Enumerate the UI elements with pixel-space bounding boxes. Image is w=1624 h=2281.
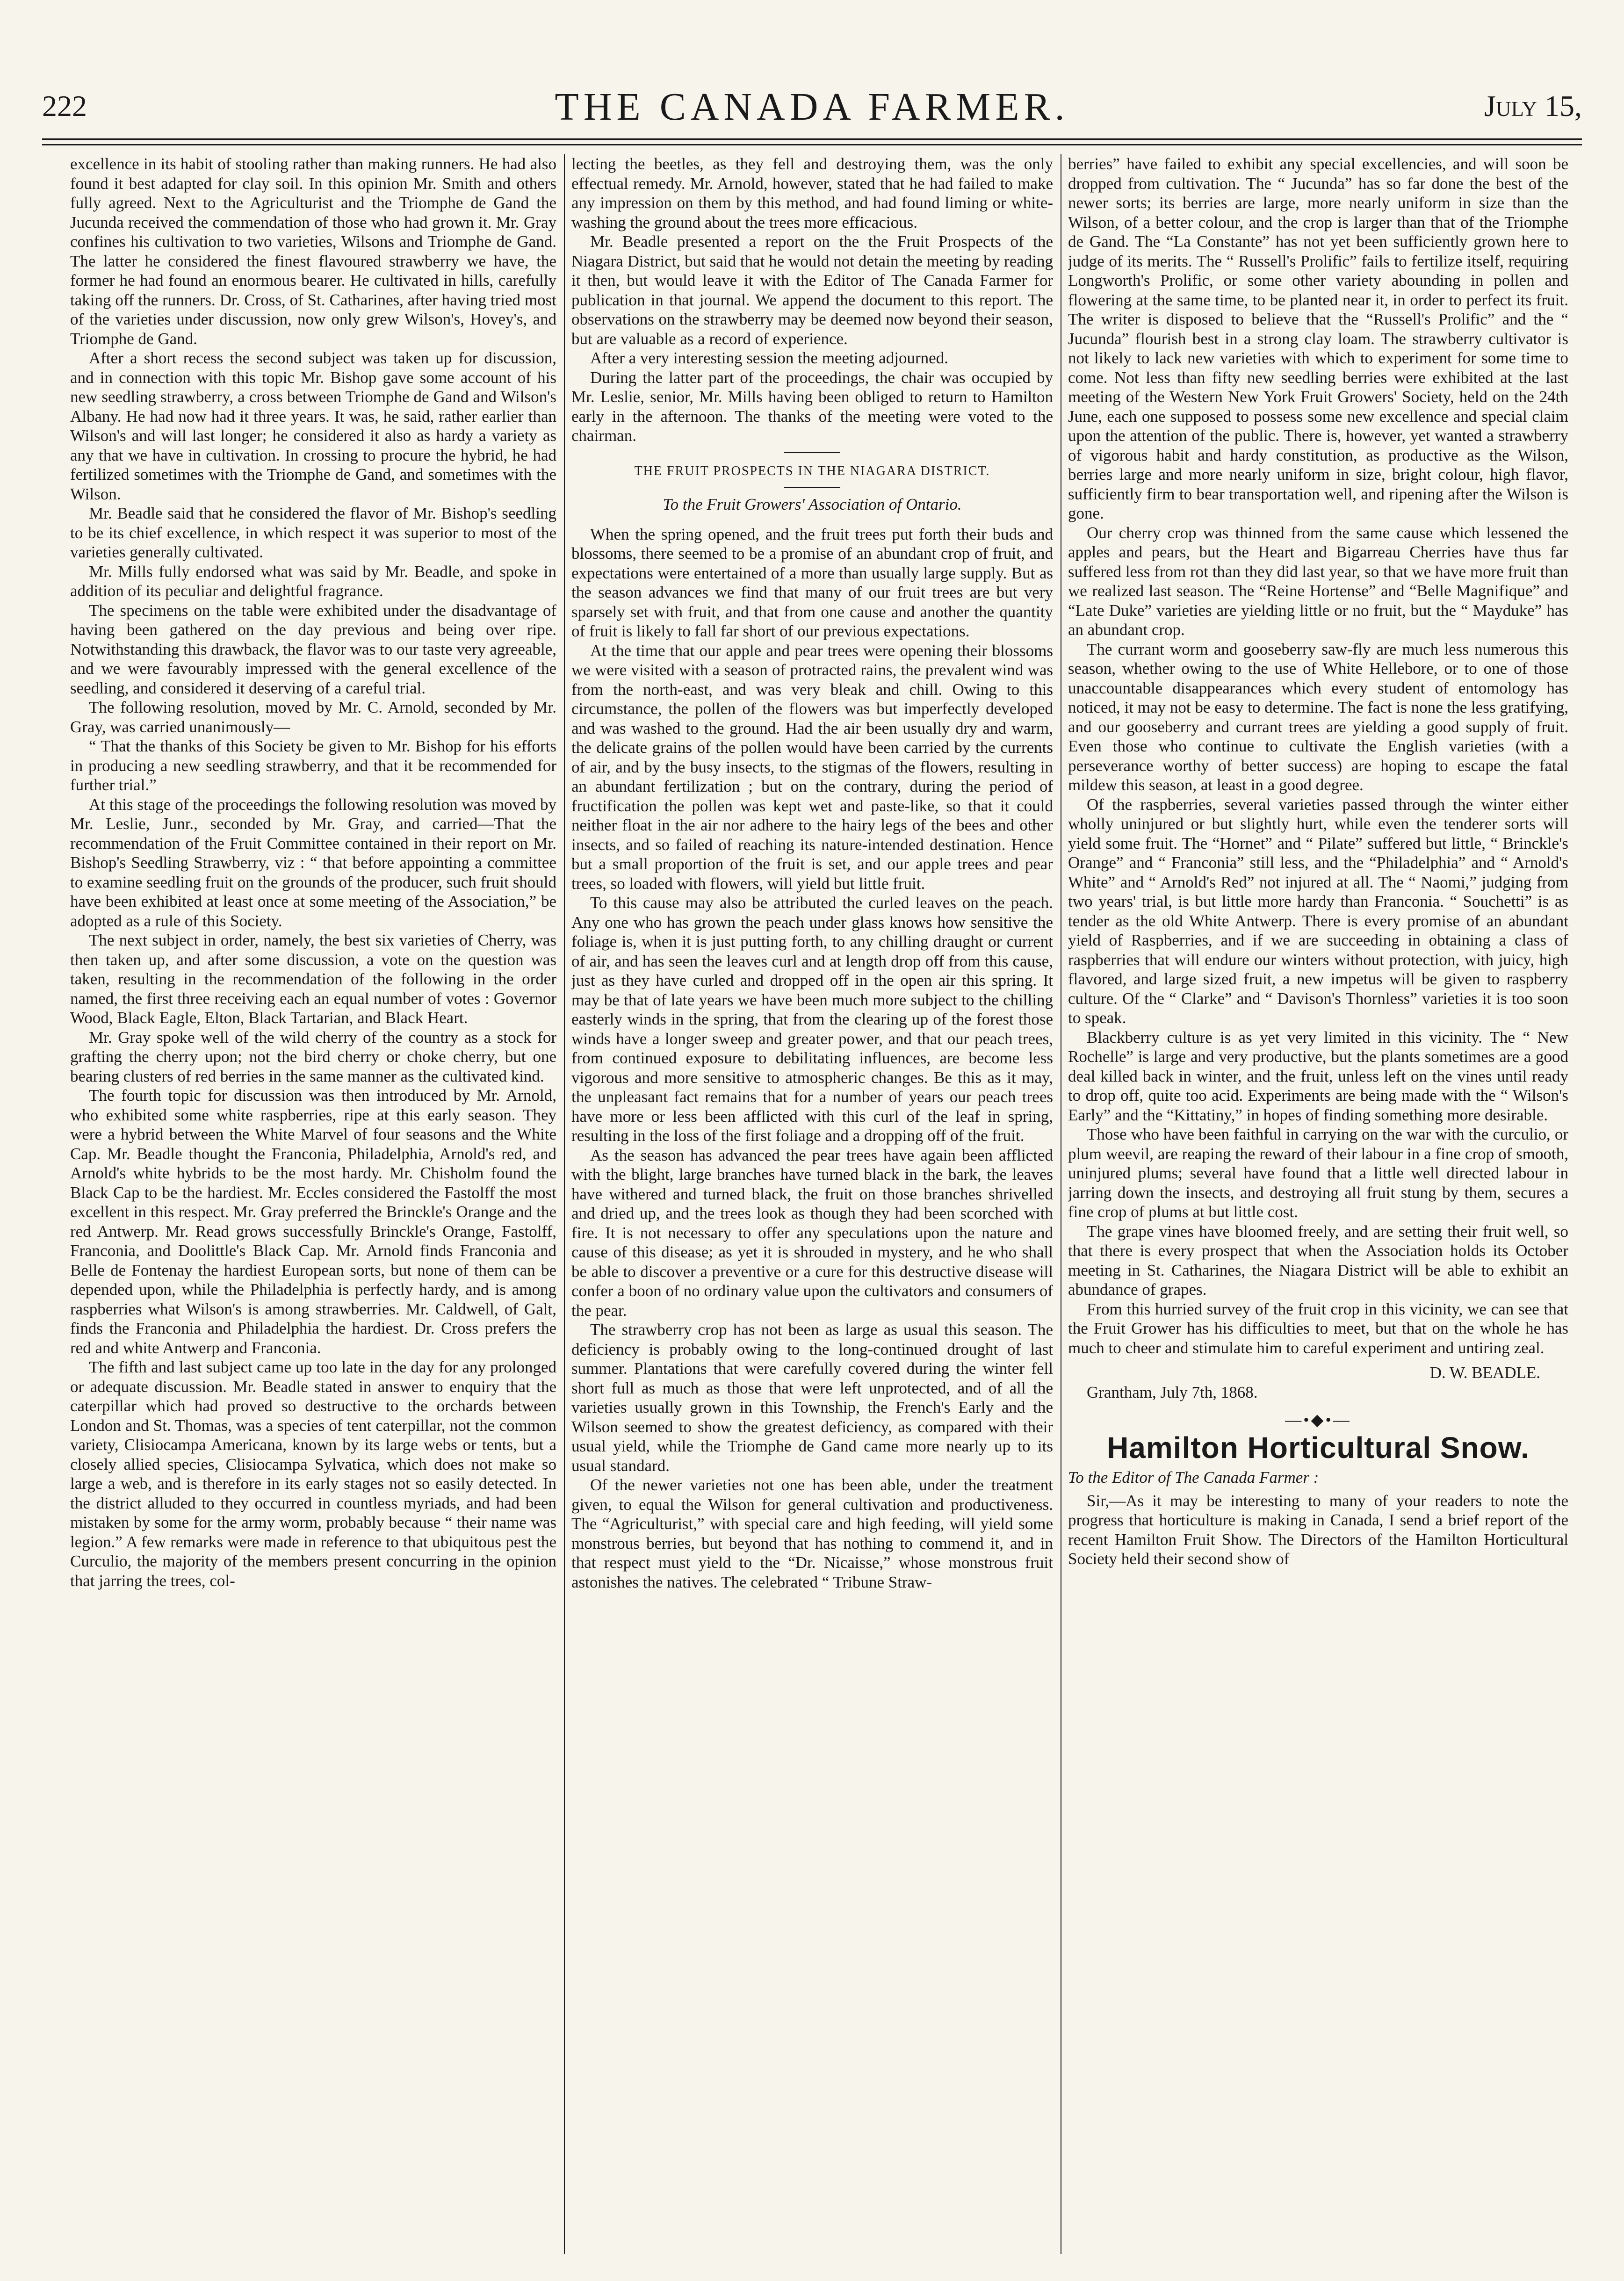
- section-rule: [784, 452, 840, 453]
- paragraph: “ That the thanks of this Society be given to Mr. Bishop for his efforts in producing a new seedling strawberry, and that it be recommended for further trial.”: [70, 737, 556, 794]
- section-rule: [784, 487, 840, 488]
- paragraph: excellence in its habit of stooling rather than making runners. He had also found it best adapted for clay soil. In this opinion Mr. Smith and others fully agreed. Next to the Agriculturist and the Triomphe de Gand the Jucunda received the commendation of those who had grown it. Mr. Gray confines his cultivation to two varieties, Wilsons and Triomphe de Gand. The latter he considered the finest flavoured strawberry we have, the former he had found an enormous bearer. He cultivated in hills, carefully taking off the runners. Dr. Cross, of St. Catharines, after having tried most of the varieties under discussion, now only grew Wilson's, Hovey's, and Triomphe de Gand.: [70, 155, 556, 348]
- paragraph: Sir,—As it may be interesting to many of your readers to note the progress that horticulture is making in Canada, I send a brief report of the recent Hamilton Fruit Show. The Directors of the Hamilton Horticultural Society held their second show of: [1068, 1491, 1568, 1568]
- paragraph: Of the newer varieties not one has been able, under the treatment given, to equal the Wilson for general cultivation and productiveness. The “Agriculturist,” with special care and high feeding, will yield some monstrous berries, but beyond that has nothing to commend it, and in that respect must yield to the “Dr. Nicaisse,” whose monstrous fruit astonishes the natives. The celebrated “ Tribune Straw-: [571, 1476, 1053, 1591]
- column-2: [571, 154, 1053, 2254]
- paragraph: Blackberry culture is as yet very limited in this vicinity. The “ New Rochelle” is large and very productive, but the plants sometimes are a good deal killed back in winter, and the fruit, unless left on the vines until ready to drop off, quite too acid. Experiments are being made with the “ Wilson's Early” and the “Kittatiny,” in hopes of finding something more desirable.: [1068, 1028, 1568, 1124]
- paragraph: Mr. Mills fully endorsed what was said by Mr. Beadle, and spoke in addition of its peculiar and delightful fragrance.: [70, 562, 556, 600]
- paragraph: The fifth and last subject came up too late in the day for any prolonged or adequate discussion. Mr. Beadle stated in answer to enquiry that the caterpillar which had proved so destructive to the orchards between London and St. Thomas, was a species of tent caterpillar, not the common variety, Clisiocampa Americana, known by its large webs or tents, but a closely allied species, Clisiocampa Sylvatica, which does not make so large a web, and is therefore in its early stages not so easily detected. In the district alluded to they occurred in countless myriads, and had been mistaken by some for the army worm, probably because “ their name was legion.” A few remarks were made in reference to that ubiquitous pest the Curculio, the majority of the members present concurring in the opinion that jarring the trees, col-: [70, 1358, 556, 1590]
- paragraph: The following resolution, moved by Mr. C. Arnold, seconded by Mr. Gray, was carried unanimously—: [70, 698, 556, 736]
- paragraph: During the latter part of the proceedings, the chair was occupied by Mr. Leslie, senior, Mr. Mills having been obliged to return to Hamilton early in the afternoon. The thanks of the meeting were voted to the chairman.: [571, 368, 1053, 445]
- paragraph: The strawberry crop has not been as large as usual this season. The deficiency is probably owing to the long-continued drought of last summer. Plantations that were carefully covered during the winter fell short full as much as those that were left unprotected, and of all the varieties usually grown in this Township, the French's Early and the Wilson seemed to show the greatest deficiency, as compared with their usual yield, while the Triomphe de Gand came more nearly up to its usual standard.: [571, 1321, 1053, 1475]
- dateline: Grantham, July 7th, 1868.: [1087, 1383, 1258, 1401]
- ornament-divider: —•◆•—: [1285, 1411, 1351, 1429]
- column-divider: [564, 154, 565, 2254]
- paragraph: As the season has advanced the pear trees have again been afflicted with the blight, large branches have turned black in the bark, the leaves have withered and turned black, the fruit on those branches shrivelled and dried up, and the trees look as though they had been scorched with fire. It is not necessary to offer any speculations upon the nature and cause of this disease; as yet it is shrouded in mystery, and he who shall be able to discover a preventive or a cure for this destructive disease will confer a boon of no ordinary value upon the cultivators and consumers of the pear.: [571, 1146, 1053, 1320]
- header-rule: [42, 138, 1582, 140]
- column-3: [1068, 154, 1568, 2254]
- author-signature: D. W. BEADLE.: [1429, 1364, 1540, 1382]
- paragraph: berries” have failed to exhibit any special excellencies, and will soon be dropped from cultivation. The “ Jucunda” has so far done the best of the newer sorts; its berries are large, more nearly uniform in size than the Wilson, of a better colour, and the crop is larger than that of the Triomphe de Gand. The “La Constante” has not yet been sufficiently grown here to judge of its merits. The “ Russell's Prolific” fails to fertilize itself, requiring Longworth's Prolific, or some other variety abounding in pollen and flowering at the same time, to be planted near it, in order to perfect its fruit. The writer is disposed to believe that the “Russell's Prolific” and the “ Jucunda” flourish best in a strong clay loam. The strawberry cultivator is not likely to lack new varieties with which to experiment for some time to come. Not less than fifty new seedling berries were exhibited at the last meeting of the Western New York Fruit Growers' Society, held on the 24th June, each one supposed to possess some new excellence and special claim upon the attention of the public. There is, however, yet wanted a strawberry of vigorous habit and hardy constitution, as productive as the Wilson, berries large and more nearly uniform in size, bright colour, high flavor, sufficiently firm to bear transportation well, and ripening after the Wilson is gone.: [1068, 155, 1568, 522]
- paragraph: Mr. Beadle presented a report on the the Fruit Prospects of the Niagara District, but said that he would not detain the meeting by reading it then, but would leave it with the Editor of The Canada Farmer for publication in that journal. We append the document to this report. The observations on the strawberry may be deemed now beyond their season, but are valuable as a record of experience.: [571, 232, 1053, 348]
- masthead: [42, 84, 1582, 136]
- publication-title: THE CANADA FARMER.: [555, 85, 1069, 129]
- paragraph: From this hurried survey of the fruit crop in this vicinity, we can see that the Fruit Grower has his difficulties to meet, but that on the whole he has much to cheer and stimulate him to careful experiment and untiring zeal.: [1068, 1299, 1568, 1357]
- paragraph: To this cause may also be attributed the curled leaves on the peach. Any one who has grown the peach under glass knows how sensitive the foliage is, when it is just putting forth, to any chilling draught or current of air, and has seen the leaves curl and at length drop off from this cause, just as they have curled and dropped off in the open air this spring. It may be that of late years we have been much more subject to the chilling easterly winds in the spring, that from the clearing up of the forest those winds have a longer sweep and greater power, and that our peach trees, from continued exposure to debilitating influences, are become less vigorous and more sensitive to atmospheric changes. Be this as it may, the unpleasant fact remains that for a number of years our peach trees have more or less been afflicted with this curl of the leaf in spring, resulting in the loss of the first foliage and a dropping off of the fruit.: [571, 894, 1053, 1145]
- paragraph: Those who have been faithful in carrying on the war with the curculio, or plum weevil, are reaping the reward of their labour in a fine crop of smooth, uninjured plums; several have found that a little well directed labour in jarring down the insects, and destroying all fruit stung by them, secures a fine crop of plums at but little cost.: [1068, 1125, 1568, 1221]
- paragraph: At this stage of the proceedings the following resolution was moved by Mr. Leslie, Junr., seconded by Mr. Gray, and carried—That the recommendation of the Fruit Committee contained in their report on Mr. Bishop's Seedling Strawberry, viz : “ that before appointing a committee to examine seedling fruit on the grounds of the producer, such fruit should have been exhibited at least once at some meeting of the Association,” be adopted as a rule of this Society.: [70, 795, 556, 930]
- paragraph: When the spring opened, and the fruit trees put forth their buds and blossoms, there seemed to be a promise of an abundant crop of fruit, and expectations were entertained of a more than usually large supply. But as the season advances we find that many of our fruit trees are but very sparsely set with fruit, and that from one cause and another the quantity of fruit is likely to fall far short of our previous expectations.: [571, 525, 1053, 640]
- column-1: [70, 154, 556, 2254]
- paragraph: The next subject in order, namely, the best six varieties of Cherry, was then taken up, and after some discussion, a vote on the question was taken, resulting in the recommendation of the following in the order named, the first three receiving each an equal number of votes : Governor Wood, Black Eagle, Elton, Black Tartarian, and Black Heart.: [70, 931, 556, 1027]
- header-rule-secondary: [42, 144, 1582, 145]
- paragraph: The currant worm and gooseberry saw-fly are much less numerous this season, whether owing to the use of White Hellebore, or to one of those unaccountable disappearances which every student of entomology has noticed, it may not be easy to determine. The fact is none the less gratifying, and our gooseberry and currant trees are yielding a good supply of fruit. Even those who continue to cultivate the English varieties (with a perseverance worthy of better success) are hoping to escape the fatal mildew this season, at least in a good degree.: [1068, 640, 1568, 794]
- paragraph: Of the raspberries, several varieties passed through the winter either wholly uninjured or but slightly hurt, while even the tenderer sorts will yield some fruit. The “Hornet” and “ Pilate” suffered but little, “ Brinckle's Orange” and “ Franconia” still less, and the “Philadelphia” and “ Arnold's White” and “ Arnold's Red” not injured at all. The “ Naomi,” judging from two years' trial, is but little more hardy than Franconia. “ Souchetti” is as tender as the old White Antwerp. There is every promise of an abundant yield of Raspberries, and if we are succeeding in obtaining a class of raspberries that will endure our winters without protection, with juicy, high flavored, and large sized fruit, a new impetus will be given to raspberry culture. Of the “ Clarke” and “ Davison's Thornless” varieties it is too soon to speak.: [1068, 795, 1568, 1027]
- paragraph: The specimens on the table were exhibited under the disadvantage of having been gathered on the day previous and being over ripe. Notwithstanding this drawback, the flavor was to our taste very agreeable, and we were favourably impressed with the general excellence of the seedling, and considered it deserving of a careful trial.: [70, 601, 556, 697]
- paragraph: After a very interesting session the meeting adjourned.: [590, 349, 948, 367]
- paragraph: After a short recess the second subject was taken up for discussion, and in connection with this topic Mr. Bishop gave some account of his new seedling strawberry, a cross between Triomphe de Gand and Wilson's Albany. He had now had it three years. It was, he said, rather earlier than Wilson's and will last longer; he considered it also as hardy a variety as any that we have in cultivation. In crossing to procure the hybrid, he had fertilized sometimes with the Triomphe de Gand, and sometimes with the Wilson.: [70, 349, 556, 503]
- article-headline: Hamilton Horticultural Snow.: [1107, 1430, 1530, 1465]
- section-heading: THE FRUIT PROSPECTS IN THE NIAGARA DISTRICT.: [634, 463, 990, 478]
- salutation: To the Editor of The Canada Farmer :: [1068, 1468, 1319, 1487]
- paragraph: Mr. Beadle said that he considered the flavor of Mr. Bishop's seedling to be its chief excellence, in which respect it was superior to most of the varieties generally cultivated.: [70, 504, 556, 561]
- paragraph: At the time that our apple and pear trees were opening their blossoms we were visited with a season of protracted rains, the prevalent wind was from the north-east, and was very bleak and chill. Owing to this circumstance, the pollen of the flowers was but imperfectly developed and was washed to the ground. Had the air been usually dry and warm, the delicate grains of the pollen would have been carried by the currents of air, and by the busy insects, to the stigmas of the flowers, resulting in an abundant fertilization ; but on the contrary, during the period of fructification the pollen was kept wet and paste-like, so that it could neither float in the air nor adhere to the hairy legs of the bees and other insects, and so failed of reaching its nature-intended destination. Hence but a small proportion of the fruit is set, and our apple trees and pear trees, so loaded with flowers, will yield but little fruit.: [571, 641, 1053, 893]
- section-subheading: To the Fruit Growers' Association of Ontario.: [663, 495, 962, 513]
- page-number: 222: [42, 89, 87, 123]
- paragraph: Our cherry crop was thinned from the same cause which lessened the apples and pears, but the Heart and Bigarreau Cherries have thus far suffered less from rot than they did last year, so that we have more fruit than we realized last season. The “Reine Hortense” and “Belle Magnifique” and “Late Duke” varieties are yielding little or no fruit, but the “ Mayduke” has an abundant crop.: [1068, 523, 1568, 639]
- paragraph: Mr. Gray spoke well of the wild cherry of the country as a stock for grafting the cherry upon; not the bird cherry or choke cherry, but one bearing clusters of red berries in the same manner as the cultivated kind.: [70, 1028, 556, 1085]
- paragraph: The fourth topic for discussion was then introduced by Mr. Arnold, who exhibited some white raspberries, ripe at this early season. They were a hybrid between the White Marvel of four seasons and the White Cap. Mr. Beadle thought the Franconia, Philadelphia, Arnold's red, and Arnold's white hybrids to be the most hardy. Mr. Chisholm found the Black Cap to be the hardiest. Mr. Eccles considered the Fastolff the most excellent in this respect. Mr. Gray preferred the Brinckle's Orange and the red Antwerp. Mr. Read grows successfully Brinckle's Orange, Fastolff, Franconia, and Doolittle's Black Cap. Mr. Arnold finds Franconia and Belle de Fontenay the hardiest European sorts, but none of them can be depended upon, while the Philadelphia is perfectly hardy, and is among raspberries what Wilson's is among strawberries. Mr. Caldwell, of Galt, finds the Franconia and Philadelphia the hardiest. Dr. Cross prefers the red and white Antwerp and Franconia.: [70, 1086, 556, 1357]
- paragraph: lecting the beetles, as they fell and destroying them, was the only effectual remedy. Mr. Arnold, however, stated that he had failed to make any impression on them by this method, and had found liming or white-washing the ground about the trees more efficacious.: [571, 155, 1053, 231]
- issue-date: July 15,: [1484, 89, 1582, 123]
- paragraph: The grape vines have bloomed freely, and are setting their fruit well, so that there is every prospect that when the Association holds its October meeting in St. Catharines, the Niagara District will be able to exhibit an abundance of grapes.: [1068, 1222, 1568, 1299]
